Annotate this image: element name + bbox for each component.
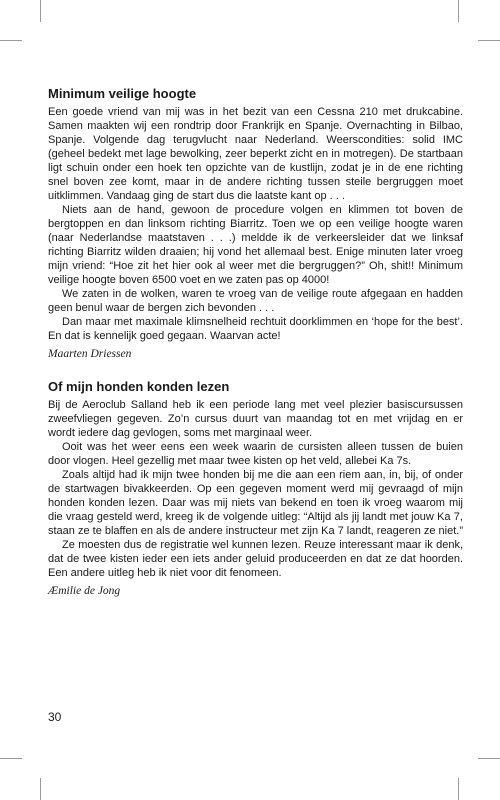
crop-mark-top-left-v bbox=[40, 0, 41, 22]
crop-mark-bottom-right-h bbox=[478, 758, 500, 759]
story-paragraph: Dan maar met maximale klimsnelheid rechtuit doorklimmen en ‘hope for the best’. En dat is kennelijk goed gegaan. Waarvan acte! bbox=[48, 316, 463, 342]
crop-mark-bottom-left-v bbox=[40, 778, 41, 800]
story-paragraph: Een goede vriend van mij was in het bezit van een Cessna 210 met drukcabine. Samen maakten wij een rondtrip door Frankrijk en Spanje. Overnachting in Bilbao, Spanje. Volgende dag terugvlucht naar Nederland. Weerscondities: solid IMC (geheel bedekt met lage bewolking, zeer beperkt zicht en in motregen). De startbaan ligt schuin onder een hoek ten opzichte van de kustlijn, zodat je in de ene richting snel boven zee komt, maar in de andere richting tussen steile bergruggen moet uitklimmen. Vandaag ging de start dus die laatste kant op . . . bbox=[48, 106, 463, 202]
story-paragraph: Niets aan de hand, gewoon de procedure volgen en klimmen tot boven de bergtoppen en dan linksom richting Biarritz. Toen we op een veilige hoogte waren (naar Nederlandse maatstaven . . .) meldde ik de verkeersleider dat we linksaf richting Biarritz wilden draaien; hij vond het allemaal best. Enige minuten later vroeg mijn vriend: “Hoe zit het hier ook al weer met die bergruggen?” Oh, shit!! Minimum veilige hoogte boven 6500 voet en we zaten pas op 4000! bbox=[48, 204, 463, 286]
story-author: Maarten Driessen bbox=[48, 348, 132, 360]
story-paragraph: Ze moesten dus de registratie wel kunnen lezen. Reuze interessant maar ik denk, dat de twee kisten ieder een iets ander geluid produceerden en dat ze dat hoorden. Een andere uitleg heb ik niet voor dit fenomeen. bbox=[48, 539, 463, 579]
story-author: Æmilie de Jong bbox=[48, 585, 121, 597]
story-paragraph: Zoals altijd had ik mijn twee honden bij me die aan een riem aan, in, bij, of onder de startwagen bivakkeerden. Op een gegeven moment werd mij gevraagd of mijn honden konden lezen. Daar was mij niets van bekend en toen ik vroeg waarom mij die vraag gesteld werd, kreeg ik de volgende uitleg: “Altijd als jij landt met jouw Ka 7, staan ze te blaffen en als de andere instructeur met zijn Ka 7 landt, reageren ze niet.” bbox=[48, 469, 463, 537]
story-paragraph: Bij de Aeroclub Salland heb ik een periode lang met veel plezier basiscursussen zweefvliegen gegeven. Zo’n cursus duurt van maandag tot en met vrijdag en er wordt iedere dag gevlogen, soms met marginaal weer. bbox=[48, 399, 463, 439]
crop-mark-top-right-h bbox=[478, 40, 500, 41]
story-paragraph: We zaten in de wolken, waren te vroeg van de veilige route afgegaan en hadden geen benul waar de bergen zich bevonden . . . bbox=[48, 288, 463, 314]
story-title: Of mijn honden konden lezen bbox=[48, 379, 230, 394]
story-paragraph: Ooit was het weer eens een week waarin de cursisten alleen tussen de buien door vlogen. Heel gezellig met maar twee kisten op het veld, allebei Ka 7s. bbox=[48, 441, 463, 467]
crop-mark-bottom-left-h bbox=[0, 758, 22, 759]
page-content bbox=[48, 86, 463, 598]
crop-mark-top-left-h bbox=[0, 40, 22, 41]
crop-mark-bottom-right-v bbox=[458, 778, 459, 800]
story-section bbox=[48, 379, 463, 598]
crop-mark-top-right-v bbox=[458, 0, 459, 22]
story-title: Minimum veilige hoogte bbox=[48, 86, 197, 101]
story-section bbox=[48, 86, 463, 361]
page-number: 30 bbox=[48, 710, 62, 724]
